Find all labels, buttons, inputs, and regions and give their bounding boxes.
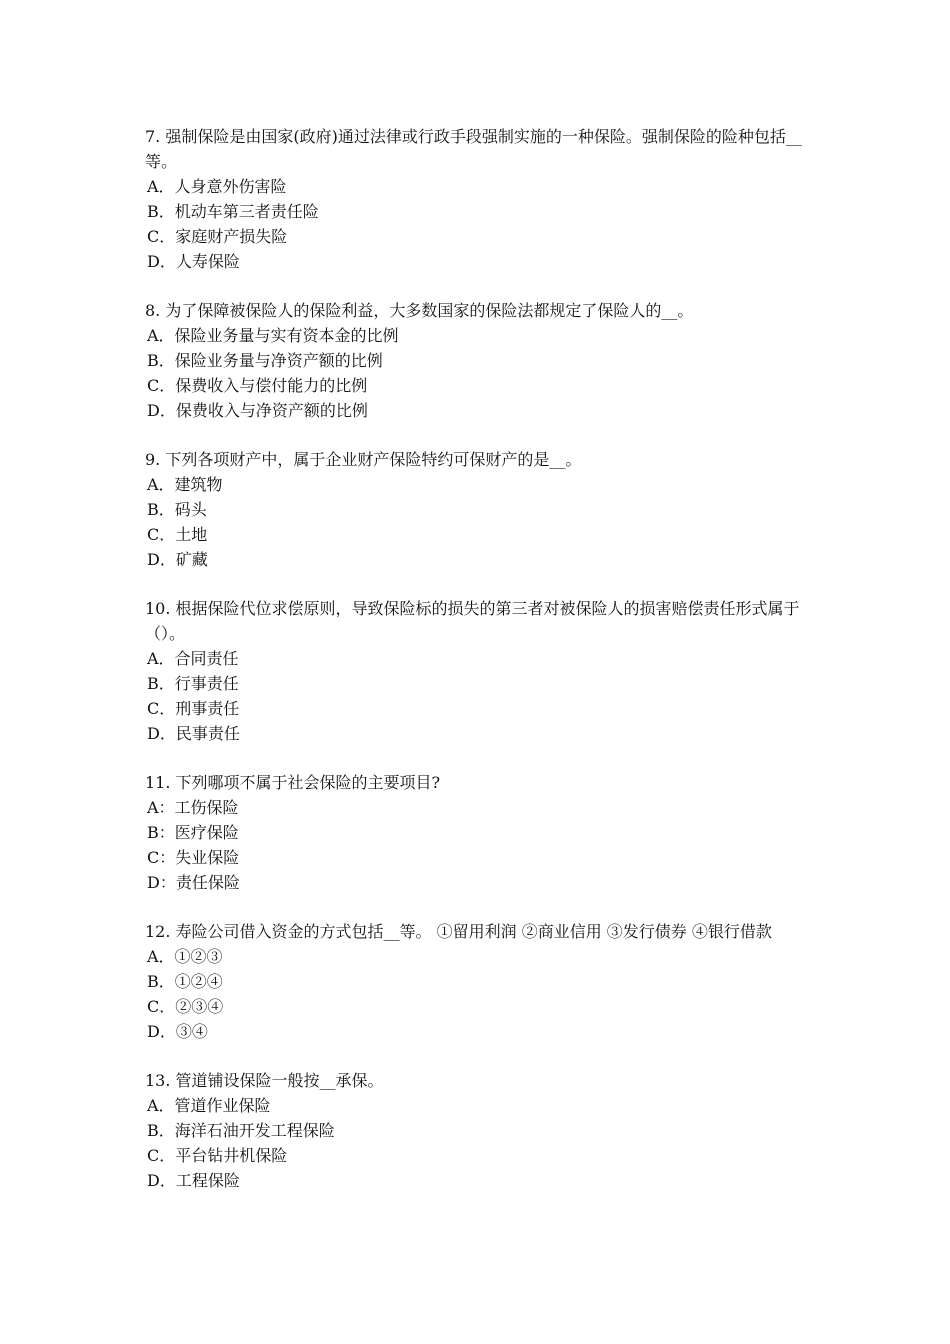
option-d: D．工程保险 [147,1171,240,1190]
option-c: C．平台钻井机保险 [147,1146,288,1165]
option-d: D．民事责任 [147,724,240,743]
question-stem: 11. 下列哪项不属于社会保险的主要项目? [145,773,441,792]
option-c: C．②③④ [147,997,224,1016]
option-d: D．保费收入与净资产额的比例 [147,401,368,420]
option-c: C．土地 [147,525,208,544]
option-d: D．矿藏 [147,550,208,569]
option-a: A．保险业务量与实有资本金的比例 [147,326,399,345]
question-stem: 13. 管道铺设保险一般按__承保。 [145,1071,384,1090]
option-b: B．行事责任 [147,674,239,693]
option-b: B．①②④ [147,972,223,991]
option-b: B．保险业务量与净资产额的比例 [147,351,383,370]
option-d: D．人寿保险 [147,252,240,271]
question-11 [145,770,810,895]
option-a: A．①②③ [147,947,223,966]
option-a: A．人身意外伤害险 [147,177,287,196]
option-a: A．合同责任 [147,649,239,668]
option-d: D：责任保险 [147,873,240,892]
question-8 [145,298,810,423]
option-b: B：医疗保险 [147,823,239,842]
option-a: A．建筑物 [147,475,223,494]
question-10 [145,596,810,746]
question-9 [145,447,810,572]
option-b: B．码头 [147,500,207,519]
question-stem: 8. 为了保障被保险人的保险利益，大多数国家的保险法都规定了保险人的__。 [145,301,694,320]
option-c: C．家庭财产损失险 [147,227,288,246]
question-stem: 10. 根据保险代位求偿原则，导致保险标的损失的第三者对被保险人的损害赔偿责任形式属于（）。 [145,599,800,643]
question-stem: 12. 寿险公司借入资金的方式包括__等。 ①留用利润 ②商业信用 ③发行债券 ④银行借款 [145,922,772,941]
option-a: A．管道作业保险 [147,1096,271,1115]
question-12 [145,919,810,1044]
option-d: D．③④ [147,1022,208,1041]
question-7 [145,124,810,274]
question-13 [145,1068,810,1193]
option-c: C．保费收入与偿付能力的比例 [147,376,368,395]
question-stem: 7. 强制保险是由国家(政府)通过法律或行政手段强制实施的一种保险。强制保险的险种包括__等。 [145,127,802,171]
option-c: C．刑事责任 [147,699,240,718]
option-b: B．海洋石油开发工程保险 [147,1121,335,1140]
option-c: C：失业保险 [147,848,240,867]
option-a: A：工伤保险 [147,798,239,817]
document-page [145,124,810,1217]
question-stem: 9. 下列各项财产中，属于企业财产保险特约可保财产的是__。 [145,450,582,469]
option-b: B．机动车第三者责任险 [147,202,319,221]
